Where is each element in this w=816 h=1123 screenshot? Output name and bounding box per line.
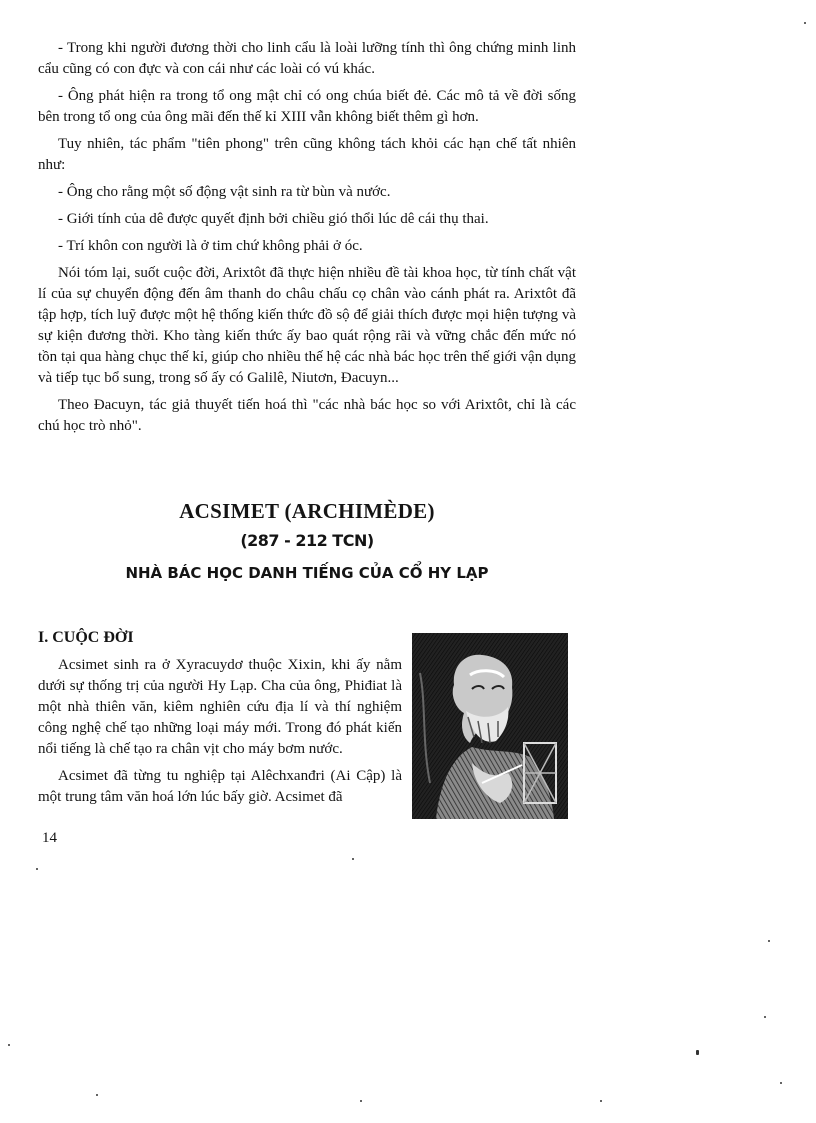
paragraph-birth: Acsimet sinh ra ở Xyracuydơ thuộc Xixin, khi ấy nằm dưới sự thống trị của người Hy Lạp. Cha của ông, Phiđiat là một nhà thiên văn, kiêm nghiên cứu địa lí và thí nghiệm công nghệ chế tạo những loại máy mới. Trong đó phát kiến nổi tiếng là chế tạo ra chân vịt cho máy bơm nước. <box>38 657 402 757</box>
section-body <box>38 655 576 819</box>
paragraph-alexandria: Acsimet đã từng tu nghiệp tại Alêchxanđri (Ai Cập) là một trung tâm văn hoá lớn lúc bấy giờ. Acsimet đã <box>38 768 402 805</box>
chapter-header <box>38 497 576 582</box>
paragraph-bees: - Ông phát hiện ra trong tổ ong mật chỉ có ong chúa biết đẻ. Các mô tả về đời sống bên trong tổ ong của ông mãi đến thế kỉ XIII vẫn không biết thêm gì hơn. <box>38 88 576 125</box>
page-body <box>38 38 576 819</box>
section-heading: I. CUỘC ĐỜI <box>38 629 134 646</box>
scan-speck <box>360 1100 362 1102</box>
paragraph-limitations-intro: Tuy nhiên, tác phẩm "tiên phong" trên cũng không tách khỏi các hạn chế tất nhiên như: <box>38 136 576 173</box>
scan-speck <box>768 940 770 942</box>
scan-speck <box>352 858 354 860</box>
paragraph-darwin-quote: Theo Đacuyn, tác giả thuyết tiến hoá thì "các nhà bác học so với Arixtôt, chỉ là các chú học trò nhỏ". <box>38 397 576 434</box>
paragraph-limitation-goat: - Giới tính của dê được quyết định bởi chiều gió thổi lúc dê cái thụ thai. <box>58 211 489 227</box>
scan-speck <box>600 1100 602 1102</box>
chapter-subtitle: NHÀ BÁC HỌC DANH TIẾNG CỦA CỔ HY LẠP <box>125 564 489 582</box>
paragraph-limitation-mud: - Ông cho rằng một số động vật sinh ra từ bùn và nước. <box>58 184 391 200</box>
archimedes-portrait <box>412 633 568 819</box>
scan-speck <box>780 1082 782 1084</box>
paragraph-summary: Nói tóm lại, suốt cuộc đời, Arixtôt đã thực hiện nhiều đề tài khoa học, từ tính chất vật lí của sự chuyển động đến âm thanh do châu chấu cọ chân vào cánh phát ra. Arixtôt đã tập hợp, tích luỹ được một hệ thống kiến thức đồ sộ để giải thích được mọi hiện tượng và sự kiện đương thời. Kho tàng kiến thức ấy bao quát rộng rãi và vững chắc đến mức nó tồn tại qua hàng chục thế kỉ, giúp cho nhiều thế hệ các nhà bác học trên thế giới vận dụng và tiếp tục bổ sung, trong số ấy có Galilê, Niutơn, Đacuyn... <box>38 265 576 386</box>
chapter-dates: (287 - 212 TCN) <box>240 531 374 550</box>
scan-speck <box>804 22 806 24</box>
scan-speck <box>764 1016 766 1018</box>
scan-speck <box>8 1044 10 1046</box>
section-text <box>38 655 402 814</box>
paragraph-limitation-heart: - Trí khôn con người là ở tim chứ không phải ở óc. <box>58 238 363 254</box>
scan-speck <box>696 1050 699 1055</box>
chapter-title: ACSIMET (ARCHIMÈDE) <box>179 499 435 523</box>
page-number: 14 <box>42 830 57 846</box>
paragraph-hyena: - Trong khi người đương thời cho linh cẩu là loài lưỡng tính thì ông chứng minh linh cẩu cũng có con đực và con cái như các loài có vú khác. <box>38 40 576 77</box>
scan-speck <box>36 868 38 870</box>
scan-speck <box>96 1094 98 1096</box>
